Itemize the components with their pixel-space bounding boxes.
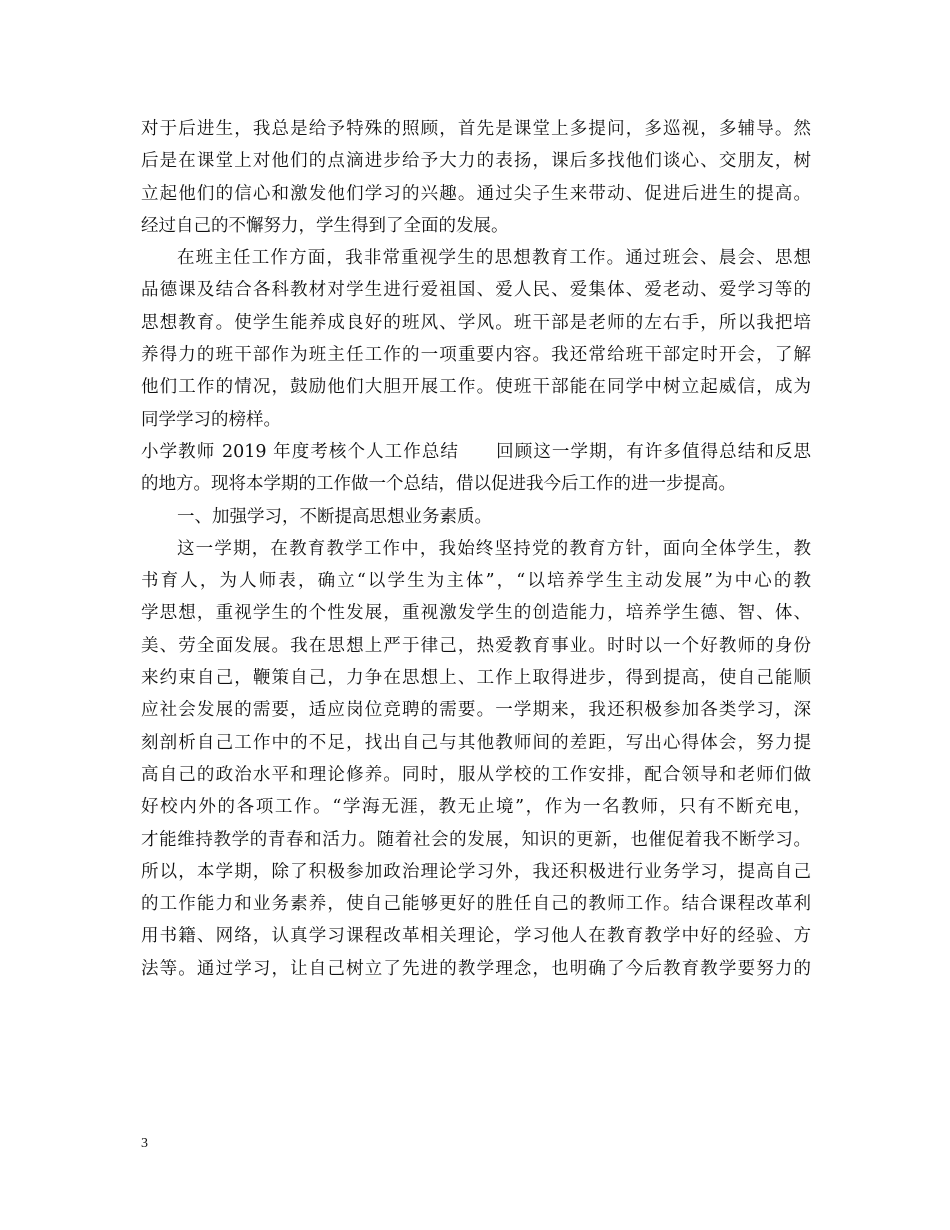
text-line: 思想教育。使学生能养成良好的班风、学风。班干部是老师的左右手，所以我把培 — [141, 312, 811, 333]
text-line: 品德课及结合各科教材对学生进行爱祖国、爱人民、爱集体、爱老动、爱学习等的 — [141, 280, 811, 301]
text-line: 立起他们的信心和激发他们学习的兴趣。通过尖子生来带动、促进后进生的提高。 — [141, 183, 811, 204]
text-line: 经过自己的不懈努力，学生得到了全面的发展。 — [141, 215, 509, 236]
text-line: 美、劳全面发展。我在思想上严于律己，热爱教育事业。时时以一个好教师的身份 — [141, 635, 811, 656]
text-line: 来约束自己，鞭策自己，力争在思想上、工作上取得进步，得到提高，使自己能顺 — [141, 668, 811, 689]
text-line: 养得力的班干部作为班主任工作的一项重要内容。我还常给班干部定时开会，了解 — [141, 345, 811, 366]
text-line: 的地方。现将本学期的工作做一个总结，借以促进我今后工作的进一步提高。 — [141, 474, 736, 495]
text-line: 刻剖析自己工作中的不足，找出自己与其他教师间的差距，写出心得体会，努力提 — [141, 732, 811, 753]
page-number: 3 — [141, 1136, 148, 1151]
text-line: 好校内外的各项工作。“学海无涯，教无止境”，作为一名教师，只有不断充电， — [141, 797, 811, 818]
text-line: 对于后进生，我总是给予特殊的照顾，首先是课堂上多提问，多巡视，多辅导。然 — [141, 119, 811, 139]
text-line: 高自己的政治水平和理论修养。同时，服从学校的工作安排，配合领导和老师们做 — [141, 764, 811, 785]
text-line: 小学教师 2019 年度考核个人工作总结 回顾这一学期，有许多值得总结和反思 — [141, 441, 811, 462]
text-line: 他们工作的情况，鼓励他们大胆开展工作。使班干部能在同学中树立起威信，成为 — [141, 377, 811, 398]
text-line: 书育人，为人师表，确立“以学生为主体”，“以培养学生主动发展”为中心的教 — [141, 571, 811, 592]
text-line: 同学学习的榜样。 — [141, 409, 281, 430]
text-line: 在班主任工作方面，我非常重视学生的思想教育工作。通过班会、晨会、思想 — [177, 248, 811, 269]
text-line: 才能维持教学的青春和活力。随着社会的发展，知识的更新，也催促着我不断学习。 — [141, 829, 811, 850]
text-line: 的工作能力和业务素养，使自己能够更好的胜任自己的教师工作。结合课程改革利 — [141, 894, 811, 915]
text-line: 一、加强学习，不断提高思想业务素质。 — [177, 506, 492, 527]
text-line: 用书籍、网络，认真学习课程改革相关理论，学习他人在教育教学中好的经验、方 — [141, 926, 811, 947]
text-line: 这一学期，在教育教学工作中，我始终坚持党的教育方针，面向全体学生，教 — [177, 538, 811, 559]
text-line: 所以，本学期，除了积极参加政治理论学习外，我还积极进行业务学习，提高自己 — [141, 861, 811, 882]
document-body — [141, 113, 811, 985]
text-line: 学思想，重视学生的个性发展，重视激发学生的创造能力，培养学生德、智、体、 — [141, 603, 811, 624]
text-line: 法等。通过学习，让自己树立了先进的教学理念，也明确了今后教育教学要努力的 — [141, 958, 811, 979]
text-line: 应社会发展的需要，适应岗位竞聘的需要。一学期来，我还积极参加各类学习，深 — [141, 700, 811, 721]
text-line: 后是在课堂上对他们的点滴进步给予大力的表扬，课后多找他们谈心、交朋友，树 — [141, 151, 811, 172]
